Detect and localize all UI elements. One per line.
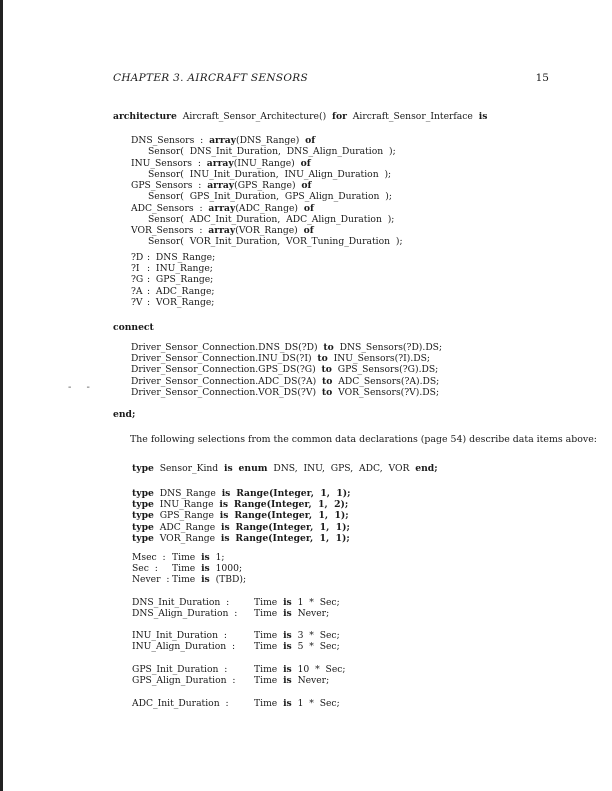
time-constant: Sec : Time is 1000; [132,563,243,575]
running-header [113,72,552,88]
duration-constant: ADC_Init_Duration : Time is 1 * Sec; [132,698,340,709]
index-variable: ?G : GPS_Range; [131,274,214,286]
duration-constant: GPS_Init_Duration : Time is 10 * Sec; [132,664,346,675]
chapter-title: CHAPTER 3. AIRCRAFT SENSORS [113,72,308,84]
sensor-array-decl: ADC_Sensors : array(ADC_Range) of [131,202,314,214]
sensor-constructor: Sensor( ADC_Init_Duration, ADC_Align_Duration ); [148,213,395,225]
time-constant: Msec : Time is 1; [132,552,225,563]
duration-constant: DNS_Init_Duration : Time is 1 * Sec; [132,597,340,608]
sensor-array-decl: VOR_Sensors : array(VOR_Range) of [131,225,314,236]
time-constant: Never : Time is (TBD); [132,574,247,586]
sensor-constructor: Sensor( GPS_Init_Duration, GPS_Align_Duration ); [148,191,392,202]
duration-constant: INU_Init_Duration : Time is 3 * Sec; [132,630,340,641]
page-number: 15 [535,72,549,84]
duration-constant: GPS_Align_Duration : Time is Never; [132,675,330,686]
connection-line: Driver_Sensor_Connection.INU_DS(?I) to INU_Sensors(?I).DS; [131,353,431,365]
sensor-constructor: Sensor( DNS_Init_Duration, DNS_Align_Duration ); [148,146,396,157]
sensor-constructor: Sensor( INU_Init_Duration, INU_Align_Duration ); [148,168,392,180]
scan-edge [0,0,3,791]
sensor-array-decl: DNS_Sensors : array(DNS_Range) of [131,135,316,146]
range-type-decl: type ADC_Range is Range(Integer, 1, 1); [132,521,350,533]
connection-line: Driver_Sensor_Connection.GPS_DS(?G) to GPS_Sensors(?G).DS; [131,364,439,376]
range-type-decl: type VOR_Range is Range(Integer, 1, 1); [132,532,350,544]
range-type-decl: type GPS_Range is Range(Integer, 1, 1); [132,510,349,522]
connection-line: Driver_Sensor_Connection.VOR_DS(?V) to VOR_Sensors(?V).DS; [131,386,440,398]
range-type-decl: type INU_Range is Range(Integer, 1, 2); [132,499,349,511]
index-variable: ?A : ADC_Range; [131,285,215,297]
sensor-constructor: Sensor( VOR_Init_Duration, VOR_Tuning_Duration ); [148,236,403,247]
end-keyword: end; [113,409,136,420]
body-paragraph: The following selections from the common data declarations (page 54) describe data items above: [130,434,597,445]
range-type-decl: type DNS_Range is Range(Integer, 1, 1); [132,488,351,499]
connect-keyword: connect [113,322,154,333]
connection-line: Driver_Sensor_Connection.DNS_DS(?D) to DNS_Sensors(?D).DS; [131,342,443,353]
sensor-array-decl: GPS_Sensors : array(GPS_Range) of [131,180,312,191]
index-variable: ?D : DNS_Range; [131,252,216,263]
index-variable: ?I : INU_Range; [131,263,213,275]
sensor-kind-type: type Sensor_Kind is enum DNS, INU, GPS, ADC, VOR end; [132,463,438,474]
connection-line: Driver_Sensor_Connection.ADC_DS(?A) to ADC_Sensors(?A).DS; [131,375,440,387]
duration-constant: DNS_Align_Duration : Time is Never; [132,608,330,619]
architecture-line: architecture Aircraft_Sensor_Architecture() for Aircraft_Sensor_Interface is [113,111,488,122]
index-variable: ?V : VOR_Range; [131,296,215,308]
sensor-array-decl: INU_Sensors : array(INU_Range) of [131,157,311,169]
duration-constant: INU_Align_Duration : Time is 5 * Sec; [132,641,340,652]
margin-mark: - - [68,382,96,393]
